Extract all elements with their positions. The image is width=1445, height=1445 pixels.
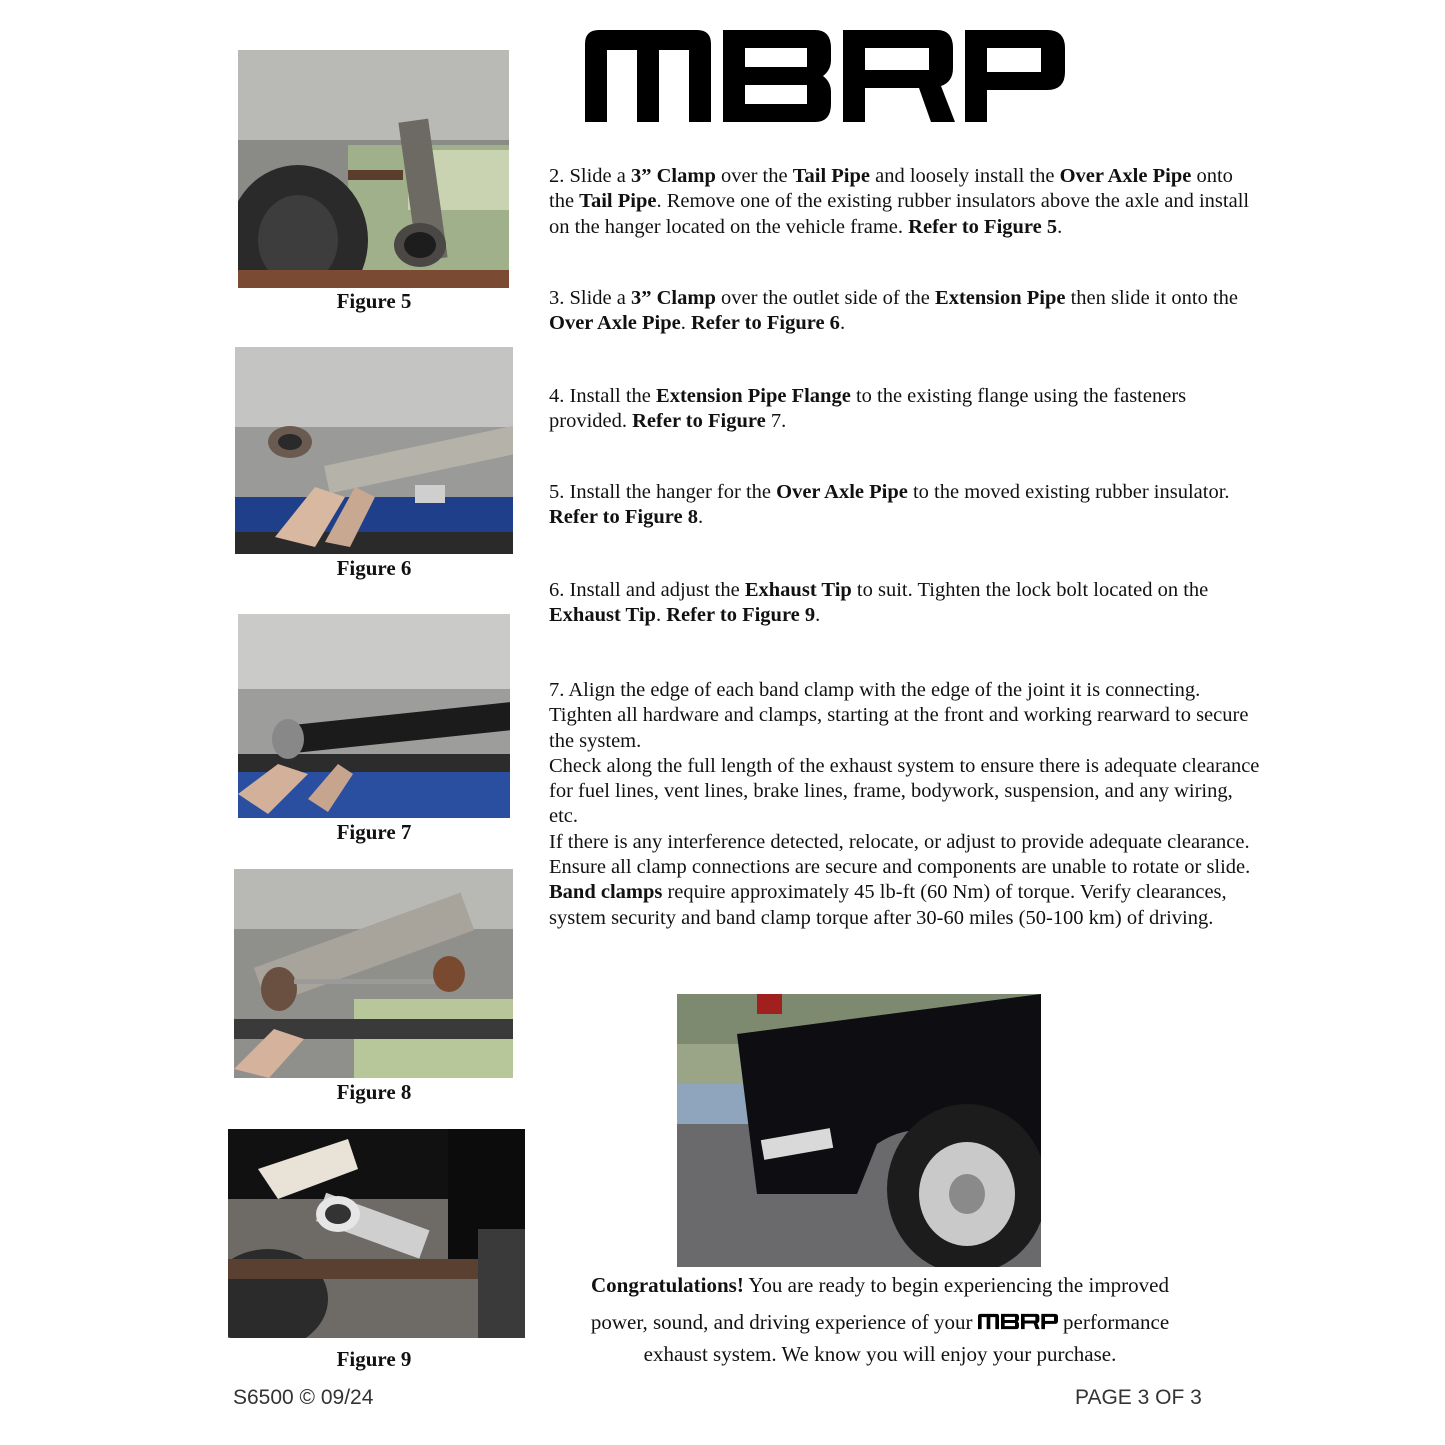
step-bold-text: Refer to Figure 6 [690, 312, 840, 335]
step-text: . [815, 604, 821, 627]
step-bold-text: Extension Pipe [935, 287, 1066, 309]
step-bold-text: Refer to Figure [632, 410, 771, 433]
step-bold-text: Exhaust Tip [549, 604, 656, 627]
step-7-paragraph-4 [549, 880, 1261, 931]
step-5 [549, 480, 1261, 531]
step-bold-text: 3” Clamp [631, 287, 716, 309]
congrats-line-3: exhaust system. We know you will enjoy your purchase. [643, 1342, 1117, 1366]
step-4 [549, 384, 1261, 435]
step-text: . Remove one of the existing rubber insulators above the axle and install on the hanger located on the vehicle frame. [549, 190, 1250, 238]
step-bold-text: Refer to Figure 5 [908, 215, 1058, 238]
step-bold-text: Over Axle Pipe [776, 481, 908, 503]
step-6 [549, 578, 1261, 629]
step-7-paragraph-3: If there is any interference detected, relocate, or adjust to provide adequate clearance. Ensure all clamp connections are secure and components are unable to rotate or slide. [549, 830, 1251, 879]
step-2 [549, 164, 1261, 240]
step-text: 3. Slide a [549, 287, 631, 309]
step-text: . [839, 312, 846, 335]
mbrp-logo [585, 30, 1065, 122]
step-text: over the [715, 165, 793, 187]
figure-9-photo [228, 1129, 525, 1338]
step-text: then slide it onto the [1065, 287, 1238, 309]
step-7-paragraph-2: Check along the full length of the exhaust system to ensure there is adequate clearance for fuel lines, vent lines, brake lines, frame, bodywork, suspension, and any wiring, etc. [549, 754, 1260, 828]
footer-page-number: PAGE 3 OF 3 [1075, 1386, 1202, 1409]
band-clamps-label: Band clamps [549, 881, 663, 904]
congratulations-message [560, 1268, 1200, 1372]
footer-doc-code: S6500 © 09/24 [233, 1386, 374, 1409]
step-3 [549, 286, 1261, 337]
step-bold-text: Refer to Figure 8 [549, 506, 698, 529]
step-text: . [1057, 215, 1063, 238]
step-bold-text: Over Axle Pipe [1059, 165, 1192, 187]
congrats-line-1-text: You are ready to begin experiencing the improved [743, 1273, 1169, 1297]
step-bold-text: 3” Clamp [631, 165, 716, 187]
mbrp-inline-logo [978, 1313, 1058, 1330]
step-7 [549, 678, 1261, 931]
finished-install-photo [677, 994, 1041, 1267]
congrats-line-1 [560, 1268, 1200, 1303]
figure-7-caption: Figure 7 [336, 820, 412, 844]
step-text: 2. Slide a [549, 165, 631, 187]
figure-5-caption: Figure 5 [336, 289, 412, 313]
step-text: to suit. Tighten the lock bolt located on the [851, 579, 1209, 601]
step-bold-text: Extension Pipe Flange [656, 385, 851, 407]
step-text: and loosely install the [870, 165, 1060, 187]
step-text: . [697, 506, 704, 529]
step-text: 5. Install the hanger for the [549, 481, 777, 503]
step-text: to the existing flange using the fasteners provided. [549, 385, 1187, 433]
figure-8-photo [234, 869, 513, 1078]
figure-9-caption: Figure 9 [336, 1347, 412, 1371]
congrats-line-2 [560, 1305, 1200, 1340]
congrats-line-2-post: performance [1057, 1310, 1170, 1334]
step-bold-text: Refer to Figure 9 [666, 604, 816, 627]
figure-5-photo [238, 50, 509, 288]
step-text: to the moved existing rubber insulator. [907, 481, 1230, 503]
step-bold-text: Tail Pipe [792, 165, 870, 187]
step-text: 7. [770, 410, 787, 433]
band-clamps-text: require approximately 45 lb-ft (60 Nm) of torque. Verify clearances, system security and band clamp torque after 30-60 miles (50-100 km) of driving. [549, 881, 1227, 929]
step-7-paragraph-1: 7. Align the edge of each band clamp with the edge of the joint it is connecting. Tighten all hardware and clamps, starting at the front and working rearward to secure the system. [549, 679, 1249, 752]
figure-6-caption: Figure 6 [336, 556, 412, 580]
step-text: onto the [549, 165, 1233, 213]
step-text: 6. Install and adjust the [549, 579, 745, 601]
step-bold-text: Over Axle Pipe [549, 312, 681, 335]
step-bold-text: Exhaust Tip [744, 579, 852, 601]
step-text: . [655, 604, 667, 627]
congrats-bold: Congratulations! [591, 1273, 744, 1297]
congrats-line-2-pre: power, sound, and driving experience of your [590, 1310, 978, 1334]
figure-6-photo [235, 347, 513, 554]
step-text: over the outlet side of the [715, 287, 936, 309]
step-bold-text: Tail Pipe [579, 190, 657, 213]
step-text: . [680, 312, 691, 335]
step-text: 4. Install the [549, 385, 657, 407]
figure-8-caption: Figure 8 [336, 1080, 412, 1104]
figure-7-photo [238, 614, 510, 818]
